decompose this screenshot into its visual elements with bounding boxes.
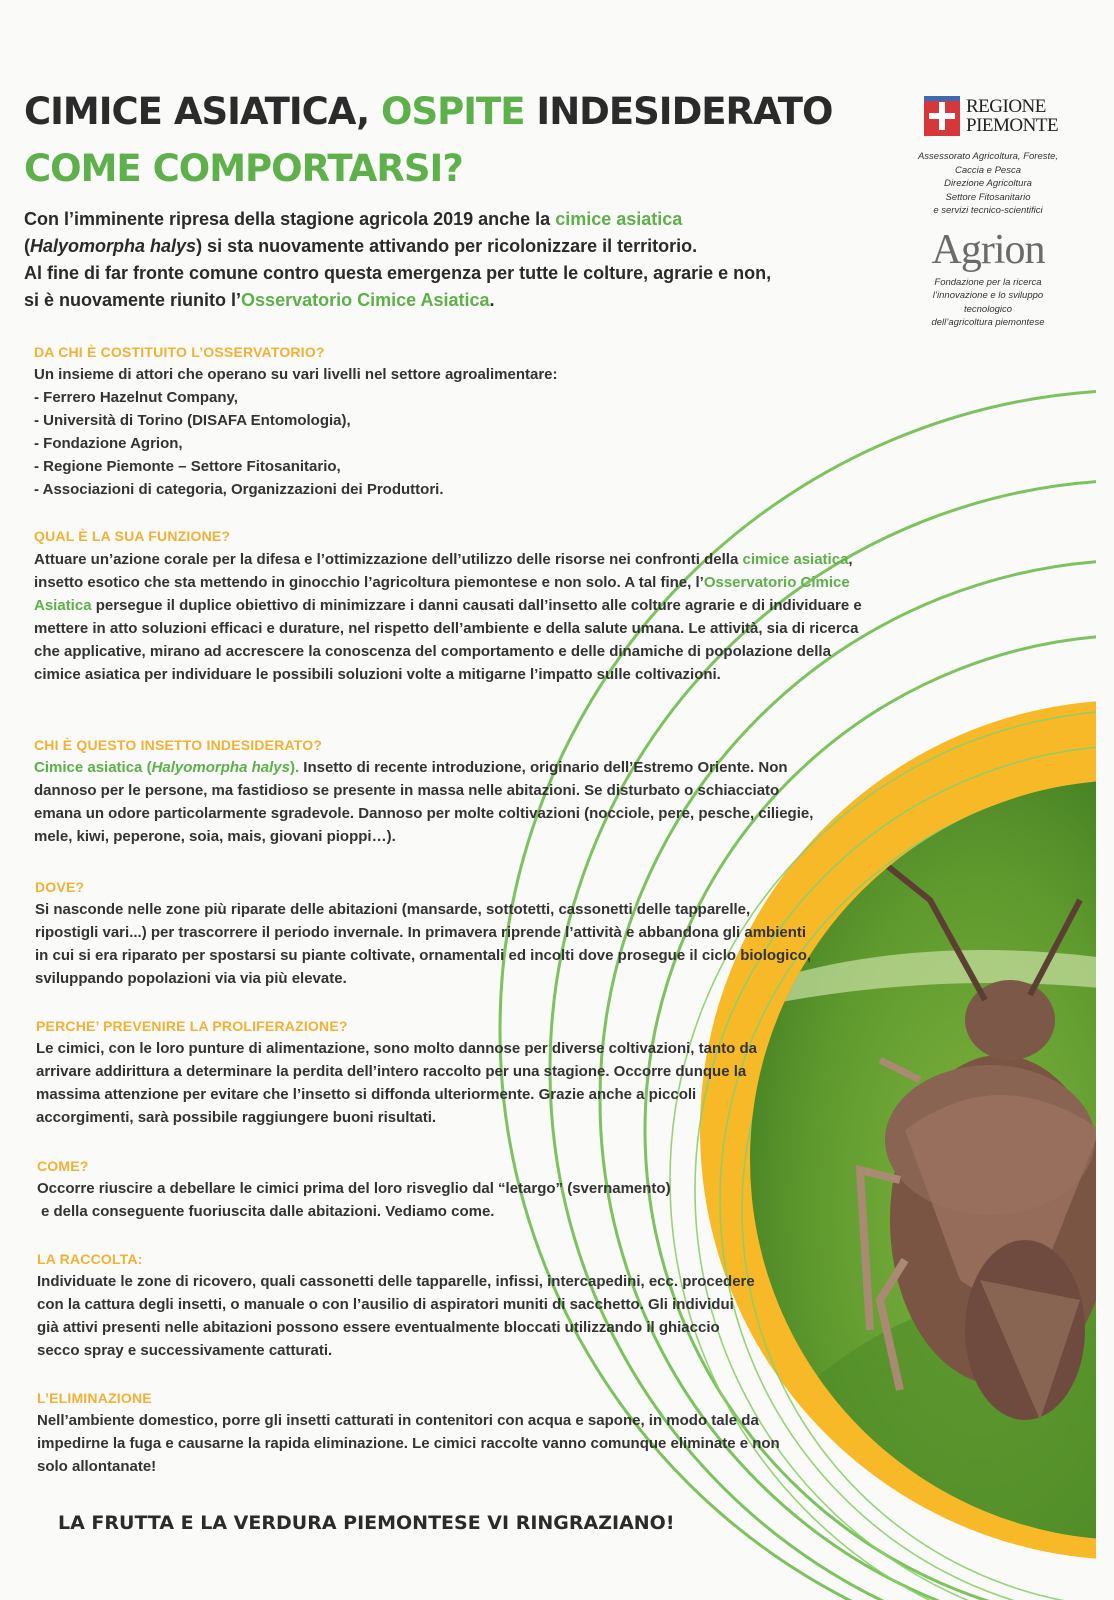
body-text: , insetto esotico che sta mettendo in ginocchio l’agricoltura piemontese e non solo. A tal fine, l’ [34, 551, 853, 591]
body-line: Occorre riuscire a debellare le cimici prima del loro risveglio dal “letargo” (svernamento) [37, 1180, 671, 1197]
intro-text: Al fine di far fronte comune contro questa emergenza per tutte le colture, agrarie e non, [24, 263, 772, 283]
sponsor-logos [900, 96, 1076, 330]
section-heading-insetto: CHI È QUESTO INSETTO INDESIDERATO? [34, 737, 323, 753]
agrion-description [900, 276, 1076, 330]
section-body-insetto [34, 756, 814, 848]
members-list [34, 386, 794, 501]
intro-text: . [489, 290, 495, 310]
list-item: - Associazioni di categoria, Organizzazioni dei Produttori. [34, 481, 444, 498]
section-body-dove: Si nasconde nelle zone più riparate delle abitazioni (mansarde, sottotetti, cassonetti delle tapparelle, ripostigli vari...) per trascorrere il periodo invernale. In primavera riprende l’attività e abbandona gli ambienti in cui si era riparato per spostarsi su piante coltivate, ornamentali ed incolti dove prosegue il ciclo biologico, sviluppando popolazioni via via più elevate. [35, 901, 812, 987]
list-item: - Fondazione Agrion, [34, 435, 183, 452]
intro-highlight: Osservatorio Cimice Asiatica [241, 290, 490, 310]
regione-flag-icon [924, 96, 960, 136]
intro-paragraph [24, 206, 844, 314]
body-line: e della conseguente fuoriuscita dalle abitazioni. Vediamo come. [41, 1203, 495, 1220]
agrion-logo: Agrion [931, 226, 1045, 273]
section-heading-perche: PERCHE’ PREVENIRE LA PROLIFERAZIONE? [36, 1018, 348, 1034]
body-text: persegue il duplice obiettivo di minimizzare i danni causati dall’insetto alle colture agrarie e di individuare e mettere in atto soluzioni efficaci e durature, nel rispetto dell’ambiente e della salute umana. Le attività, sia di ricerca che applicative, mirano ad accrescere la conoscenza del comportamento e delle dinamiche di popolazione della cimice asiatica per individuare le possibili soluzioni volte a mitigarne l’impatto sulle coltivazioni. [34, 597, 862, 683]
agrion-desc-line: dell’agricoltura piemontese [931, 317, 1045, 328]
intro-scientific-name: Halyomorpha halys [30, 236, 197, 256]
section-body-funzione [34, 548, 874, 686]
section-body-come [37, 1177, 777, 1223]
list-item: - Ferrero Hazelnut Company, [34, 389, 238, 406]
scientific-name: Halyomorpha halys [151, 759, 290, 776]
agrion-desc-line: Fondazione per la ricerca [934, 276, 1042, 288]
title-part1: CIMICE ASIATICA, [24, 90, 382, 133]
assessorato-line: Direzione Agricoltura [944, 178, 1032, 189]
list-item: - Università di Torino (DISAFA Entomologia), [34, 412, 351, 429]
assessorato-line: Assessorato Agricoltura, Foreste, [917, 151, 1059, 162]
section-body-osservatorio [34, 363, 794, 501]
closing-message: LA FRUTTA E LA VERDURA PIEMONTESE VI RINGRAZIANO! [58, 1512, 675, 1534]
assessorato-line: Settore Fitosanitario [945, 191, 1031, 203]
intro-text: ) si sta nuovamente attivando per ricolonizzare il territorio. [196, 236, 698, 256]
intro-text: si è nuovamente riunito l’ [24, 290, 242, 310]
section-heading-dove: DOVE? [35, 879, 85, 895]
section-heading-osservatorio: DA CHI È COSTITUITO L’OSSERVATORIO? [34, 344, 325, 360]
agrion-desc-line: tecnologico [963, 303, 1013, 315]
intro-highlight: cimice asiatica [555, 209, 683, 229]
body-highlight: Osservatorio Cimice Asiatica [34, 574, 850, 614]
regione-name-line: PIEMONTE [966, 115, 1059, 136]
assessorato-line: Caccia e Pesca [954, 164, 1021, 176]
assessorato-line: e servizi tecnico-scientifici [933, 205, 1043, 216]
list-item: - Regione Piemonte – Settore Fitosanitario, [34, 458, 341, 475]
regione-piemonte-logo [924, 96, 1076, 136]
page-subtitle: COME COMPORTARSI? [24, 147, 463, 190]
body-text: Insetto di recente introduzione, originario dell’Estremo Oriente. Non dannoso per le persone, ma fastidioso se presente in massa nelle abitazioni. Se disturbato o schiacciato emana un odore particolarmente sgradevole. Dannoso per molte coltivazioni (nocciole, pere, pesche, ciliegie, mele, kiwi, peperone, soia, mais, giovani pioppi…). [34, 759, 814, 845]
section-body-eliminazione: Nell’ambiente domestico, porre gli insetti catturati in contenitori con acqua e sapone, in modo tale da impedirne la fuga e causarne la rapida eliminazione. Le cimici raccolte vanno comunque eliminate e non solo allontanate! [37, 1412, 780, 1475]
assessorato-text [900, 150, 1076, 218]
agrion-desc-line: l’innovazione e lo sviluppo [932, 290, 1044, 301]
section-lead: Un insieme di attori che operano su vari livelli nel settore agroalimentare: [34, 366, 558, 383]
intro-text: ( [24, 236, 30, 256]
title-highlight: OSPITE [381, 90, 525, 133]
title-part2: INDESIDERATO [524, 90, 833, 133]
section-heading-eliminazione: L’ELIMINAZIONE [37, 1390, 152, 1406]
intro-text: Con l’imminente ripresa della stagione agricola 2019 anche la [24, 209, 556, 229]
section-body-perche: Le cimici, con le loro punture di alimentazione, sono molto dannose per diverse coltivazioni, tanto da arrivare addirittura a determinare la perdita dell’intero raccolto per una stagione. Occorre dunque la massima attenzione per evitare che l’insetto si diffonda ulteriormente. Grazie anche a piccoli accorgimenti, sarà possibile raggiungere buoni risultati. [36, 1040, 757, 1126]
body-highlight: ). [289, 759, 300, 776]
section-body-raccolta: Individuate le zone di ricovero, quali cassonetti delle tapparelle, infissi, intercapedini, ecc. procedere con la cattura degli insetti, o manuale o con l’ausilio di aspiratori muniti di sacchetto. Gli individui già attivi presenti nelle abitazioni possono essere eventualmente bloccati utilizzando il ghiaccio secco spray e successivamente catturati. [37, 1273, 755, 1359]
body-highlight: cimice asiatica [742, 551, 849, 568]
regione-name-line: REGIONE [966, 96, 1046, 117]
body-highlight: Cimice asiatica ( [34, 759, 152, 776]
page-title [24, 90, 833, 133]
body-text: Attuare un’azione corale per la difesa e l’ottimizzazione dell’utilizzo delle risorse nei confronti della [34, 551, 743, 568]
section-heading-come: COME? [37, 1158, 89, 1174]
section-heading-raccolta: LA RACCOLTA: [37, 1251, 143, 1267]
section-heading-funzione: QUAL È LA SUA FUNZIONE? [34, 528, 231, 544]
